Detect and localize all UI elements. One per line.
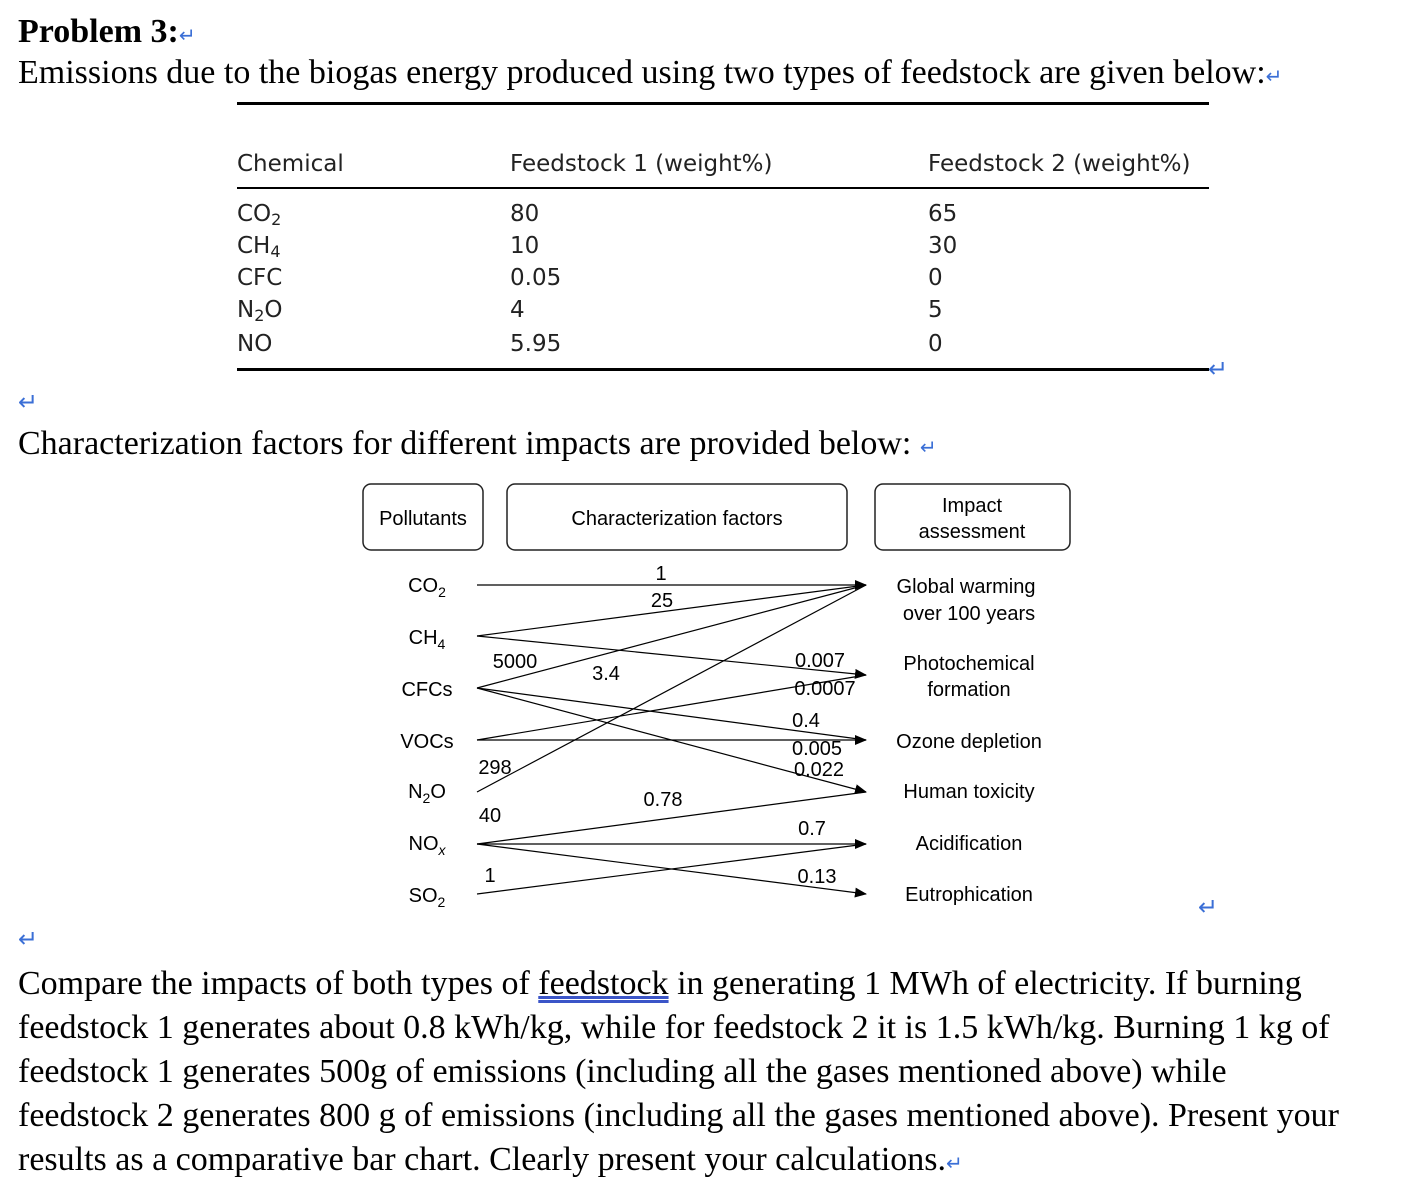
- factor-label: 0.007: [794, 650, 846, 672]
- problem-title: Problem 3:↵: [18, 13, 196, 50]
- pollutants-header: Pollutants: [379, 508, 467, 530]
- cell-f2: 5: [928, 297, 943, 323]
- cell-f2: 30: [928, 233, 958, 259]
- factor-label: 5000: [492, 651, 538, 673]
- paragraph-line: feedstock 2 generates 800 g of emissions (including all the gases mentioned above). Present your: [18, 1097, 1339, 1134]
- cell-chemical: NO: [237, 331, 273, 357]
- impact-human-toxicity: Human toxicity: [903, 781, 1035, 803]
- cell-chemical: $N_2O$: [237, 297, 283, 325]
- pollutant-nox: $NO_x$: [408, 833, 446, 858]
- paragraph-mark-icon: ↵: [1208, 355, 1229, 383]
- pollutant-so2: $SO_2$: [408, 885, 446, 910]
- factor-label: 25: [650, 590, 674, 612]
- paragraph-mark-icon: ↵: [1265, 64, 1283, 88]
- impact-photochemical-line2: formation: [927, 679, 1011, 701]
- pollutant-vocs: VOCs: [400, 731, 454, 753]
- factor-label: 0.13: [797, 866, 837, 888]
- factor-label: 0.005: [791, 738, 843, 760]
- paragraph-mark-icon: ↵: [18, 388, 39, 416]
- pollutant-co2: $CO_2$: [408, 575, 446, 600]
- cell-f1: 10: [510, 233, 540, 259]
- factor-label: 0.022: [793, 759, 845, 781]
- paragraph-line: feedstock 1 generates about 0.8 kWh/kg, while for feedstock 2 it is 1.5 kWh/kg. Burning 1 kg of: [18, 1009, 1330, 1046]
- intro-text: Emissions due to the biogas energy produced using two types of feedstock are given below:↵: [18, 54, 1283, 91]
- feedstock-spellcheck-word[interactable]: feedstock: [538, 965, 669, 1002]
- factor-label: 0.4: [792, 710, 820, 732]
- factor-label: 0.7: [798, 818, 826, 840]
- cell-chemical: $CO_2$: [237, 201, 282, 229]
- header-chemical: Chemical: [237, 151, 344, 177]
- impact-global-warming-line1: Global warming: [896, 576, 1036, 598]
- factor-label: 0.0007: [794, 678, 856, 700]
- paragraph-mark-icon: ↵: [18, 925, 39, 953]
- cell-f2: 0: [928, 265, 943, 291]
- factor-label: 40: [478, 805, 502, 827]
- paragraph-mark-icon: ↵: [178, 23, 196, 47]
- pollutant-n2o: $N_2O$: [408, 781, 446, 806]
- cell-chemical: CFC: [237, 265, 283, 291]
- impact-ozone-depletion: Ozone depletion: [896, 731, 1042, 753]
- cell-f2: 65: [928, 201, 958, 227]
- cell-f1: 80: [510, 201, 540, 227]
- paragraph-line: results as a comparative bar chart. Clearly present your calculations.↵: [18, 1141, 963, 1178]
- impact-header-line1: Impact: [941, 495, 1003, 517]
- paragraph-mark-icon: ↵: [946, 1151, 963, 1175]
- impact-header-line2: assessment: [918, 521, 1026, 543]
- cell-f1: 5.95: [510, 331, 562, 357]
- paragraph-mark-icon: ↵: [1198, 893, 1219, 921]
- factor-label: 3.4: [592, 663, 620, 685]
- impact-global-warming-line2: over 100 years: [902, 603, 1036, 625]
- paragraph-line: feedstock 1 generates 500g of emissions (including all the gases mentioned above) while: [18, 1053, 1227, 1090]
- factor-label: 1: [655, 563, 667, 585]
- paragraph-line: Compare the impacts of both types of feedstock in generating 1 MWh of electricity. If burning: [18, 965, 1302, 1002]
- impact-photochemical-line1: Photochemical: [903, 653, 1035, 675]
- impact-eutrophication: Eutrophication: [905, 884, 1033, 906]
- header-feedstock-2: Feedstock 2 (weight%): [928, 151, 1191, 177]
- factor-label: 1: [484, 865, 496, 887]
- cell-f1: 0.05: [510, 265, 562, 291]
- factor-label: 298: [478, 757, 512, 779]
- factors-header: Characterization factors: [571, 508, 783, 530]
- header-feedstock-1: Feedstock 1 (weight%): [510, 151, 773, 177]
- paragraph-mark-icon: ↵: [919, 435, 937, 459]
- question-paragraph: [18, 962, 1408, 1182]
- pollutant-ch4: $CH_4$: [408, 627, 446, 652]
- cell-chemical: $CH_4$: [237, 233, 281, 261]
- cell-f2: 0: [928, 331, 943, 357]
- characterization-intro: Characterization factors for different impacts are provided below: ↵: [18, 425, 937, 462]
- pollutant-cfcs: CFCs: [401, 679, 453, 701]
- factor-label: 0.78: [643, 789, 683, 811]
- impact-acidification: Acidification: [915, 833, 1023, 855]
- cell-f1: 4: [510, 297, 525, 323]
